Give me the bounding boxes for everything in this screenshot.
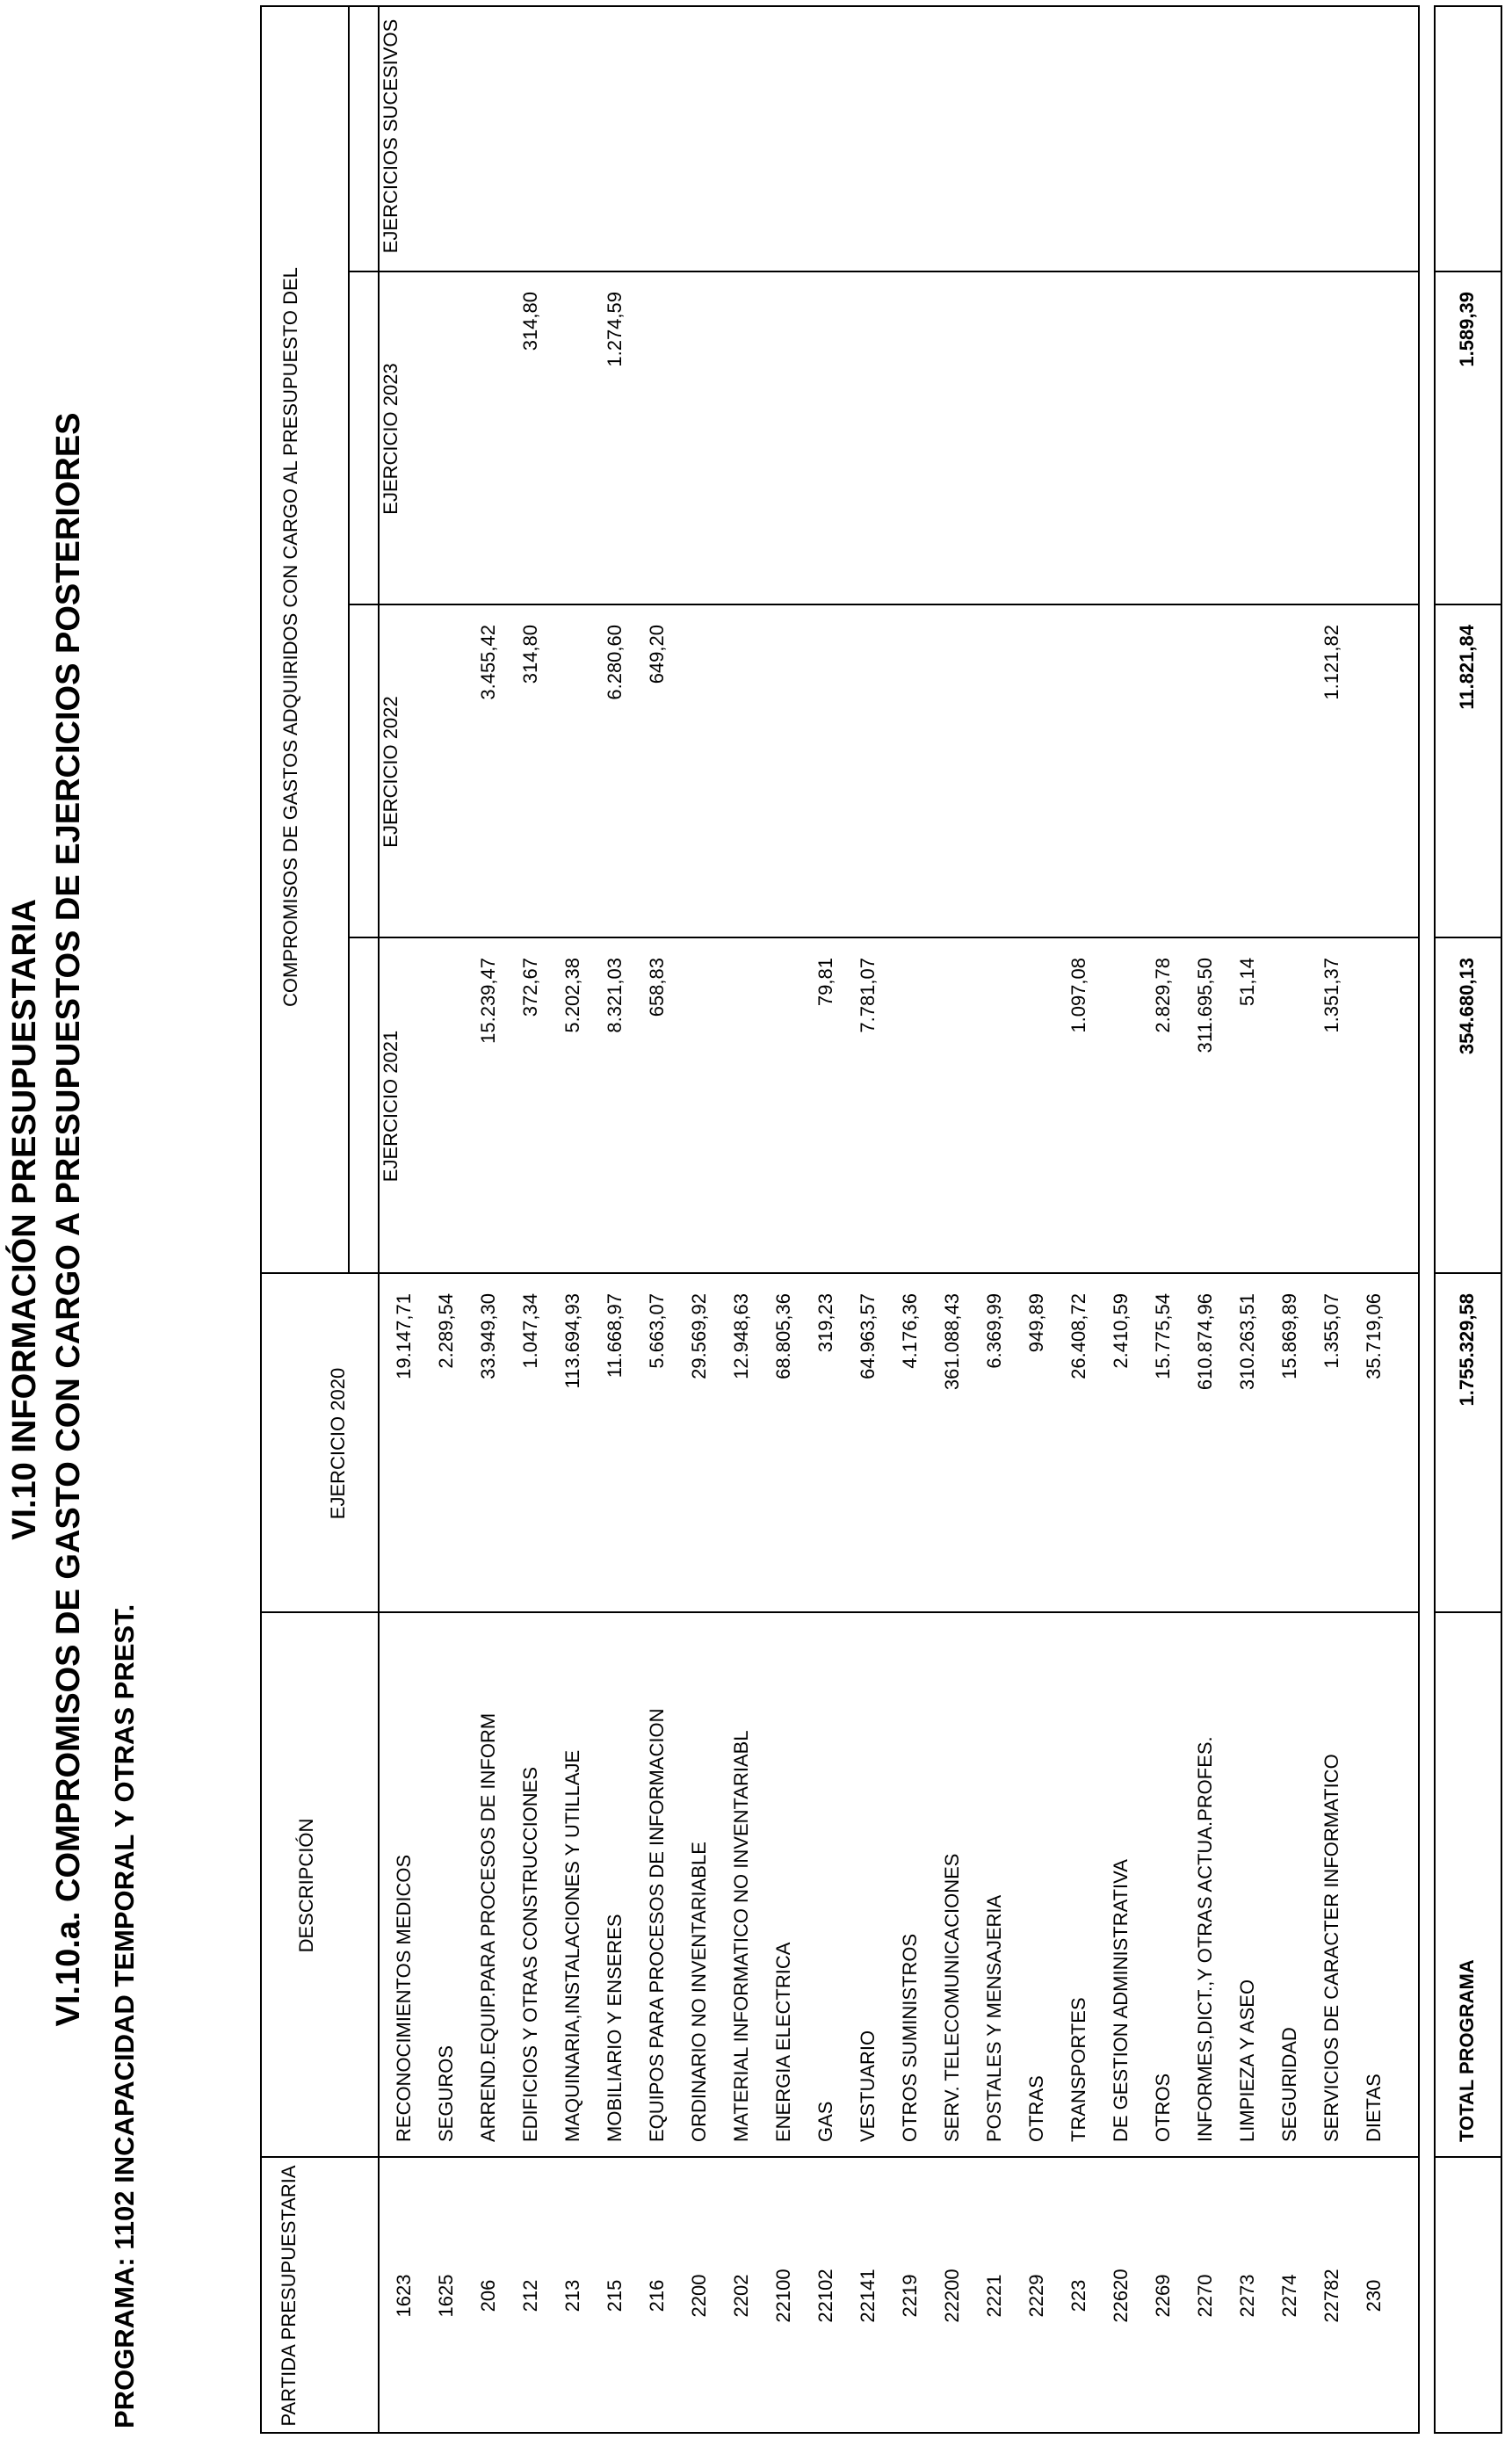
e2020-cell: 1.355,07 <box>1320 1293 1342 1369</box>
e2022-cell: 6.280,60 <box>604 625 626 700</box>
e2020-cell: 64.963,57 <box>857 1293 879 1379</box>
e2020-cell: 35.719,06 <box>1363 1293 1385 1379</box>
descripcion-cell: SEGUROS <box>435 2045 457 2142</box>
e2020-cell: 113.694,93 <box>561 1293 583 1389</box>
descripcion-cell: TRANSPORTES <box>1067 1997 1089 2142</box>
e2021-cell: 2.829,78 <box>1152 958 1174 1033</box>
e2020-cell: 2.410,59 <box>1110 1293 1132 1369</box>
ej2022-header: EJERCICIO 2022 <box>380 696 402 848</box>
partida-cell: 216 <box>646 2279 668 2312</box>
e2021-cell: 5.202,38 <box>561 958 583 1033</box>
e2021-cell: 79,81 <box>814 958 836 1007</box>
descripcion-cell: EQUIPOS PARA PROCESOS DE INFORMACION <box>646 1708 668 2142</box>
partida-cell: 2273 <box>1236 2274 1258 2318</box>
partida-cell: 206 <box>477 2279 499 2312</box>
e2023-cell: 1.274,59 <box>604 292 626 367</box>
partida-cell: 2221 <box>983 2274 1005 2318</box>
total-column-separator <box>1434 1611 1502 1613</box>
total-column-separator <box>1434 604 1502 605</box>
e2020-cell: 6.369,99 <box>983 1293 1005 1369</box>
group-header: COMPROMISOS DE GASTOS ADQUIRIDOS CON CARGO AL PRESUPUESTO DEL <box>279 267 301 1007</box>
partida-cell: 2269 <box>1152 2274 1174 2318</box>
column-separator <box>348 604 1420 605</box>
descripcion-cell: OTROS <box>1152 2073 1174 2142</box>
ej2023-header: EJERCICIO 2023 <box>380 363 402 515</box>
e2022-cell: 1.121,82 <box>1320 625 1342 700</box>
descripcion-cell: MOBILIARIO Y ENSERES <box>604 1914 626 2142</box>
partida-cell: 215 <box>604 2279 626 2312</box>
e2021-cell: 8.321,03 <box>604 958 626 1033</box>
partida-cell: 22782 <box>1320 2269 1342 2323</box>
descripcion-cell: ARREND.EQUIP.PARA PROCESOS DE INFORM <box>477 1712 499 2142</box>
total-e2020: 1.755.329,58 <box>1456 1293 1478 1407</box>
e2020-cell: 5.663,07 <box>646 1293 668 1369</box>
partida-cell: 2202 <box>730 2274 752 2318</box>
e2021-cell: 7.781,07 <box>857 958 879 1033</box>
e2020-cell: 4.176,36 <box>899 1293 921 1369</box>
e2020-cell: 15.775,54 <box>1152 1293 1174 1379</box>
ej2021-header: EJERCICIO 2021 <box>380 1030 402 1183</box>
e2021-cell: 51,14 <box>1236 958 1258 1007</box>
partida-cell: 2270 <box>1194 2274 1216 2318</box>
e2020-cell: 2.289,54 <box>435 1293 457 1369</box>
e2020-cell: 68.805,36 <box>772 1293 794 1379</box>
partida-cell: 230 <box>1363 2279 1385 2312</box>
partida-cell: 22620 <box>1110 2269 1132 2323</box>
total-e2021: 354.680,13 <box>1456 958 1478 1055</box>
descripcion-cell: GAS <box>814 2101 836 2142</box>
partida-header: PARTIDA PRESUPUESTARIA <box>278 2165 300 2427</box>
total-e2022: 11.821,84 <box>1456 625 1478 710</box>
descripcion-cell: EDIFICIOS Y OTRAS CONSTRUCCIONES <box>519 1766 541 2142</box>
descripcion-cell: MAQUINARIA,INSTALACIONES Y UTILLAJE <box>561 1749 583 2142</box>
partida-cell: 1625 <box>435 2274 457 2318</box>
group-header-line <box>348 5 350 1274</box>
partida-cell: 213 <box>561 2279 583 2312</box>
partida-cell: 2229 <box>1025 2274 1047 2318</box>
partida-cell: 22100 <box>772 2269 794 2323</box>
partida-cell: 22141 <box>857 2269 879 2323</box>
partida-cell: 2219 <box>899 2274 921 2318</box>
page-subtitle: VI.10.a. COMPROMISOS DE GASTO CON CARGO A PRESUPUESTOS DE EJERCICIOS POSTERIORES <box>50 412 87 2027</box>
e2020-cell: 12.948,63 <box>730 1293 752 1379</box>
e2021-cell: 372,67 <box>519 958 541 1017</box>
descripcion-cell: OTRAS <box>1025 2075 1047 2142</box>
total-column-separator <box>1434 271 1502 272</box>
column-separator <box>260 1611 1420 1613</box>
descripcion-cell: RECONOCIMIENTOS MEDICOS <box>393 1854 415 2142</box>
e2020-cell: 610.874,96 <box>1194 1293 1216 1391</box>
partida-cell: 22102 <box>814 2269 836 2323</box>
descripcion-cell: OTROS SUMINISTROS <box>899 1933 921 2142</box>
partida-cell: 1623 <box>393 2274 415 2318</box>
e2023-cell: 314,80 <box>519 292 541 351</box>
e2020-cell: 19.147,71 <box>393 1293 415 1379</box>
e2020-cell: 310.263,51 <box>1236 1293 1258 1391</box>
partida-cell: 212 <box>519 2279 541 2312</box>
e2020-cell: 361.088,43 <box>941 1293 963 1391</box>
partida-cell: 22200 <box>941 2269 963 2323</box>
ej2020-header: EJERCICIO 2020 <box>327 1367 349 1520</box>
total-label: TOTAL PROGRAMA <box>1456 1959 1478 2142</box>
descripcion-header: DESCRIPCIÓN <box>295 1818 317 1953</box>
e2022-cell: 314,80 <box>519 625 541 684</box>
e2022-cell: 649,20 <box>646 625 668 684</box>
e2020-cell: 15.869,89 <box>1278 1293 1300 1379</box>
descripcion-cell: SERV. TELECOMUNICACIONES <box>941 1853 963 2142</box>
e2021-cell: 1.097,08 <box>1067 958 1089 1033</box>
descripcion-cell: DIETAS <box>1363 2074 1385 2142</box>
e2020-cell: 29.569,92 <box>688 1293 710 1379</box>
e2021-cell: 658,83 <box>646 958 668 1017</box>
descripcion-cell: DE GESTION ADMINISTRATIVA <box>1110 1859 1132 2142</box>
descripcion-cell: ORDINARIO NO INVENTARIABLE <box>688 1842 710 2142</box>
partida-cell: 2274 <box>1278 2274 1300 2318</box>
sucesivos-header: EJERCICIOS SUCESIVOS <box>380 18 402 254</box>
total-column-separator <box>1434 1272 1502 1274</box>
total-column-separator <box>1434 937 1502 938</box>
descripcion-cell: MATERIAL INFORMATICO NO INVENTARIABL <box>730 1730 752 2142</box>
e2020-cell: 11.668,97 <box>604 1293 626 1379</box>
descripcion-cell: POSTALES Y MENSAJERIA <box>983 1894 1005 2142</box>
e2022-cell: 3.455,42 <box>477 625 499 700</box>
descripcion-cell: SERVICIOS DE CARACTER INFORMATICO <box>1320 1754 1342 2142</box>
column-separator <box>260 1272 1420 1274</box>
e2020-cell: 33.949,30 <box>477 1293 499 1379</box>
descripcion-cell: VESTUARIO <box>857 2030 879 2142</box>
column-separator <box>348 937 1420 938</box>
e2020-cell: 1.047,34 <box>519 1293 541 1369</box>
e2021-cell: 1.351,37 <box>1320 958 1342 1033</box>
descripcion-cell: SEGURIDAD <box>1278 2027 1300 2142</box>
partida-cell: 223 <box>1067 2279 1089 2312</box>
total-e2023: 1.589,39 <box>1456 292 1478 367</box>
descripcion-cell: LIMPIEZA Y ASEO <box>1236 1979 1258 2142</box>
descripcion-cell: ENERGIA ELECTRICA <box>772 1942 794 2142</box>
e2020-cell: 26.408,72 <box>1067 1293 1089 1379</box>
partida-cell: 2200 <box>688 2274 710 2318</box>
e2020-cell: 949,89 <box>1025 1293 1047 1353</box>
column-separator <box>348 271 1420 272</box>
e2021-cell: 311.695,50 <box>1194 958 1216 1053</box>
programa-label: PROGRAMA: 1102 INCAPACIDAD TEMPORAL Y OTRAS PREST. <box>109 1603 140 2428</box>
total-column-separator <box>1434 2156 1502 2158</box>
page-title: VI.10 INFORMACIÓN PRESUPUESTARIA <box>6 899 43 1540</box>
e2020-cell: 319,23 <box>814 1293 836 1353</box>
e2021-cell: 15.239,47 <box>477 958 499 1044</box>
descripcion-cell: INFORMES,DICT.,Y OTRAS ACTUA.PROFES. <box>1194 1736 1216 2142</box>
